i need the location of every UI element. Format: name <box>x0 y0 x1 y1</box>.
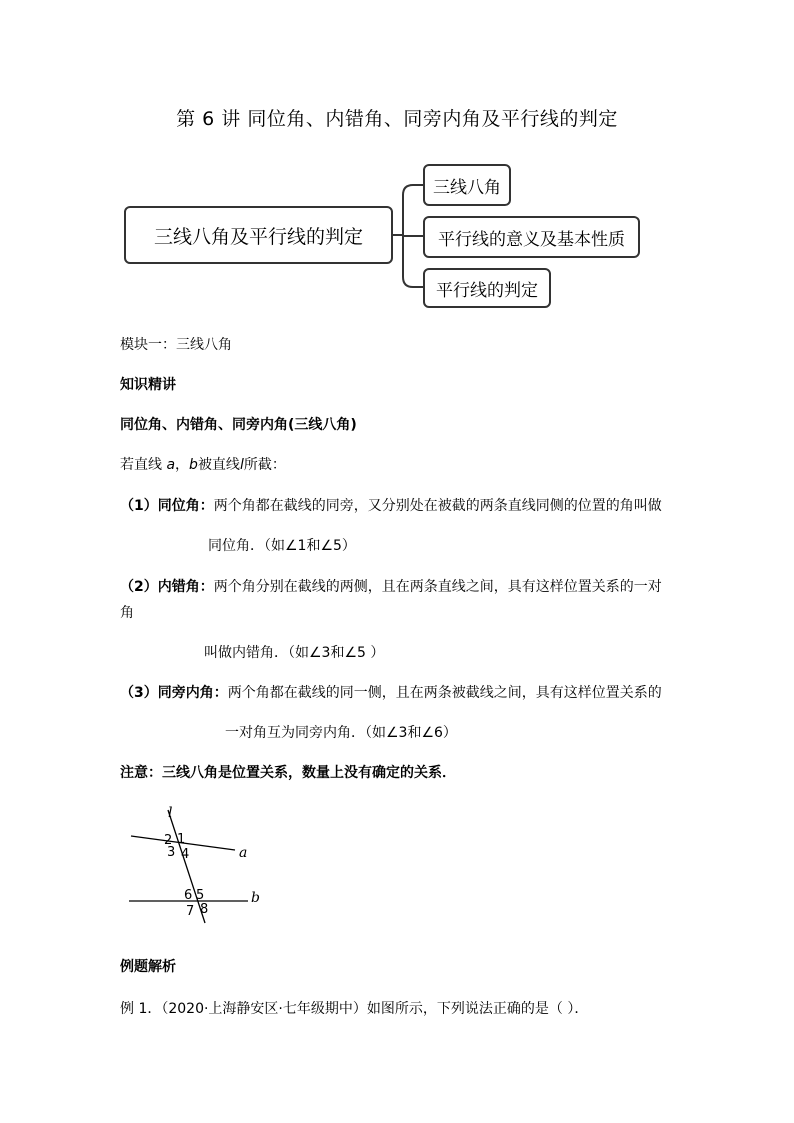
angle-7-label: 7 <box>186 904 195 919</box>
label-l: l <box>168 805 173 821</box>
def3-term: 同旁内角 <box>157 685 214 701</box>
intro-prefix: 若直线 <box>120 457 167 473</box>
module-heading: 模块一：三线八角 <box>120 337 232 353</box>
mindmap-branch-1: 三线八角 <box>423 164 511 206</box>
three-lines-eight-angles-figure <box>0 795 794 935</box>
definition-1 <box>120 495 662 515</box>
def2-wrap: 角 <box>120 605 134 621</box>
knowledge-heading: 知识精讲 <box>120 377 176 393</box>
intro-line <box>120 454 286 474</box>
angle-5-label: 5 <box>196 888 205 903</box>
page-title: 第 6 讲 同位角、内错角、同旁内角及平行线的判定 <box>176 108 618 130</box>
def2-colon: ： <box>199 579 214 595</box>
label-b: b <box>251 890 260 906</box>
mindmap-branch-3: 平行线的判定 <box>423 268 551 308</box>
def2-term: 内错角 <box>157 579 200 595</box>
def3-num: （3） <box>120 685 158 701</box>
angle-8-label: 8 <box>200 902 209 917</box>
section-subheading: 同位角、内错角、同旁内角(三线八角) <box>120 417 357 433</box>
mindmap-main-node: 三线八角及平行线的判定 <box>124 206 393 264</box>
definition-2 <box>120 576 662 596</box>
angle-2-label: 2 <box>164 833 173 848</box>
def3-continuation: 一对角互为同旁内角．（如∠3和∠6） <box>225 725 457 741</box>
def3-text: 两个角都在截线的同一侧，且在两条被截线之间，具有这样位置关系的 <box>227 685 662 701</box>
var-b: b <box>189 457 198 473</box>
angle-4-label: 4 <box>181 847 190 862</box>
def1-colon: ： <box>199 498 214 514</box>
def3-colon: ： <box>213 685 228 701</box>
intro-middle: 被直线 <box>197 457 240 473</box>
angle-6-label: 6 <box>184 888 193 903</box>
angle-3-label: 3 <box>167 845 176 860</box>
angle-1-label: 1 <box>177 832 186 847</box>
def1-continuation: 同位角．（如∠1和∠5） <box>208 538 356 554</box>
def1-num: （1） <box>120 498 158 514</box>
def1-text: 两个角都在截线的同旁，又分别处在被截的两条直线同侧的位置的角叫做 <box>213 498 662 514</box>
example-heading: 例题解析 <box>120 959 176 975</box>
def2-text: 两个角分别在截线的两侧，且在两条直线之间，具有这样位置关系的一对 <box>213 579 662 595</box>
def2-num: （2） <box>120 579 158 595</box>
intro-sep: ， <box>175 457 190 473</box>
label-a: a <box>239 845 248 861</box>
example-1: 例 1．（2020·上海静安区·七年级期中）如图所示，下列说法正确的是（ ）． <box>120 1001 589 1017</box>
def1-term: 同位角 <box>157 498 200 514</box>
mindmap-connectors <box>0 0 794 330</box>
mindmap-branch-2: 平行线的意义及基本性质 <box>423 216 640 258</box>
note: 注意：三线八角是位置关系，数量上没有确定的关系． <box>120 765 456 781</box>
definition-3 <box>120 682 662 702</box>
def2-continuation: 叫做内错角．（如∠3和∠5 ） <box>204 645 385 661</box>
var-l: l <box>239 457 244 473</box>
intro-suffix: 所截： <box>243 457 286 473</box>
var-a: a <box>166 457 176 473</box>
